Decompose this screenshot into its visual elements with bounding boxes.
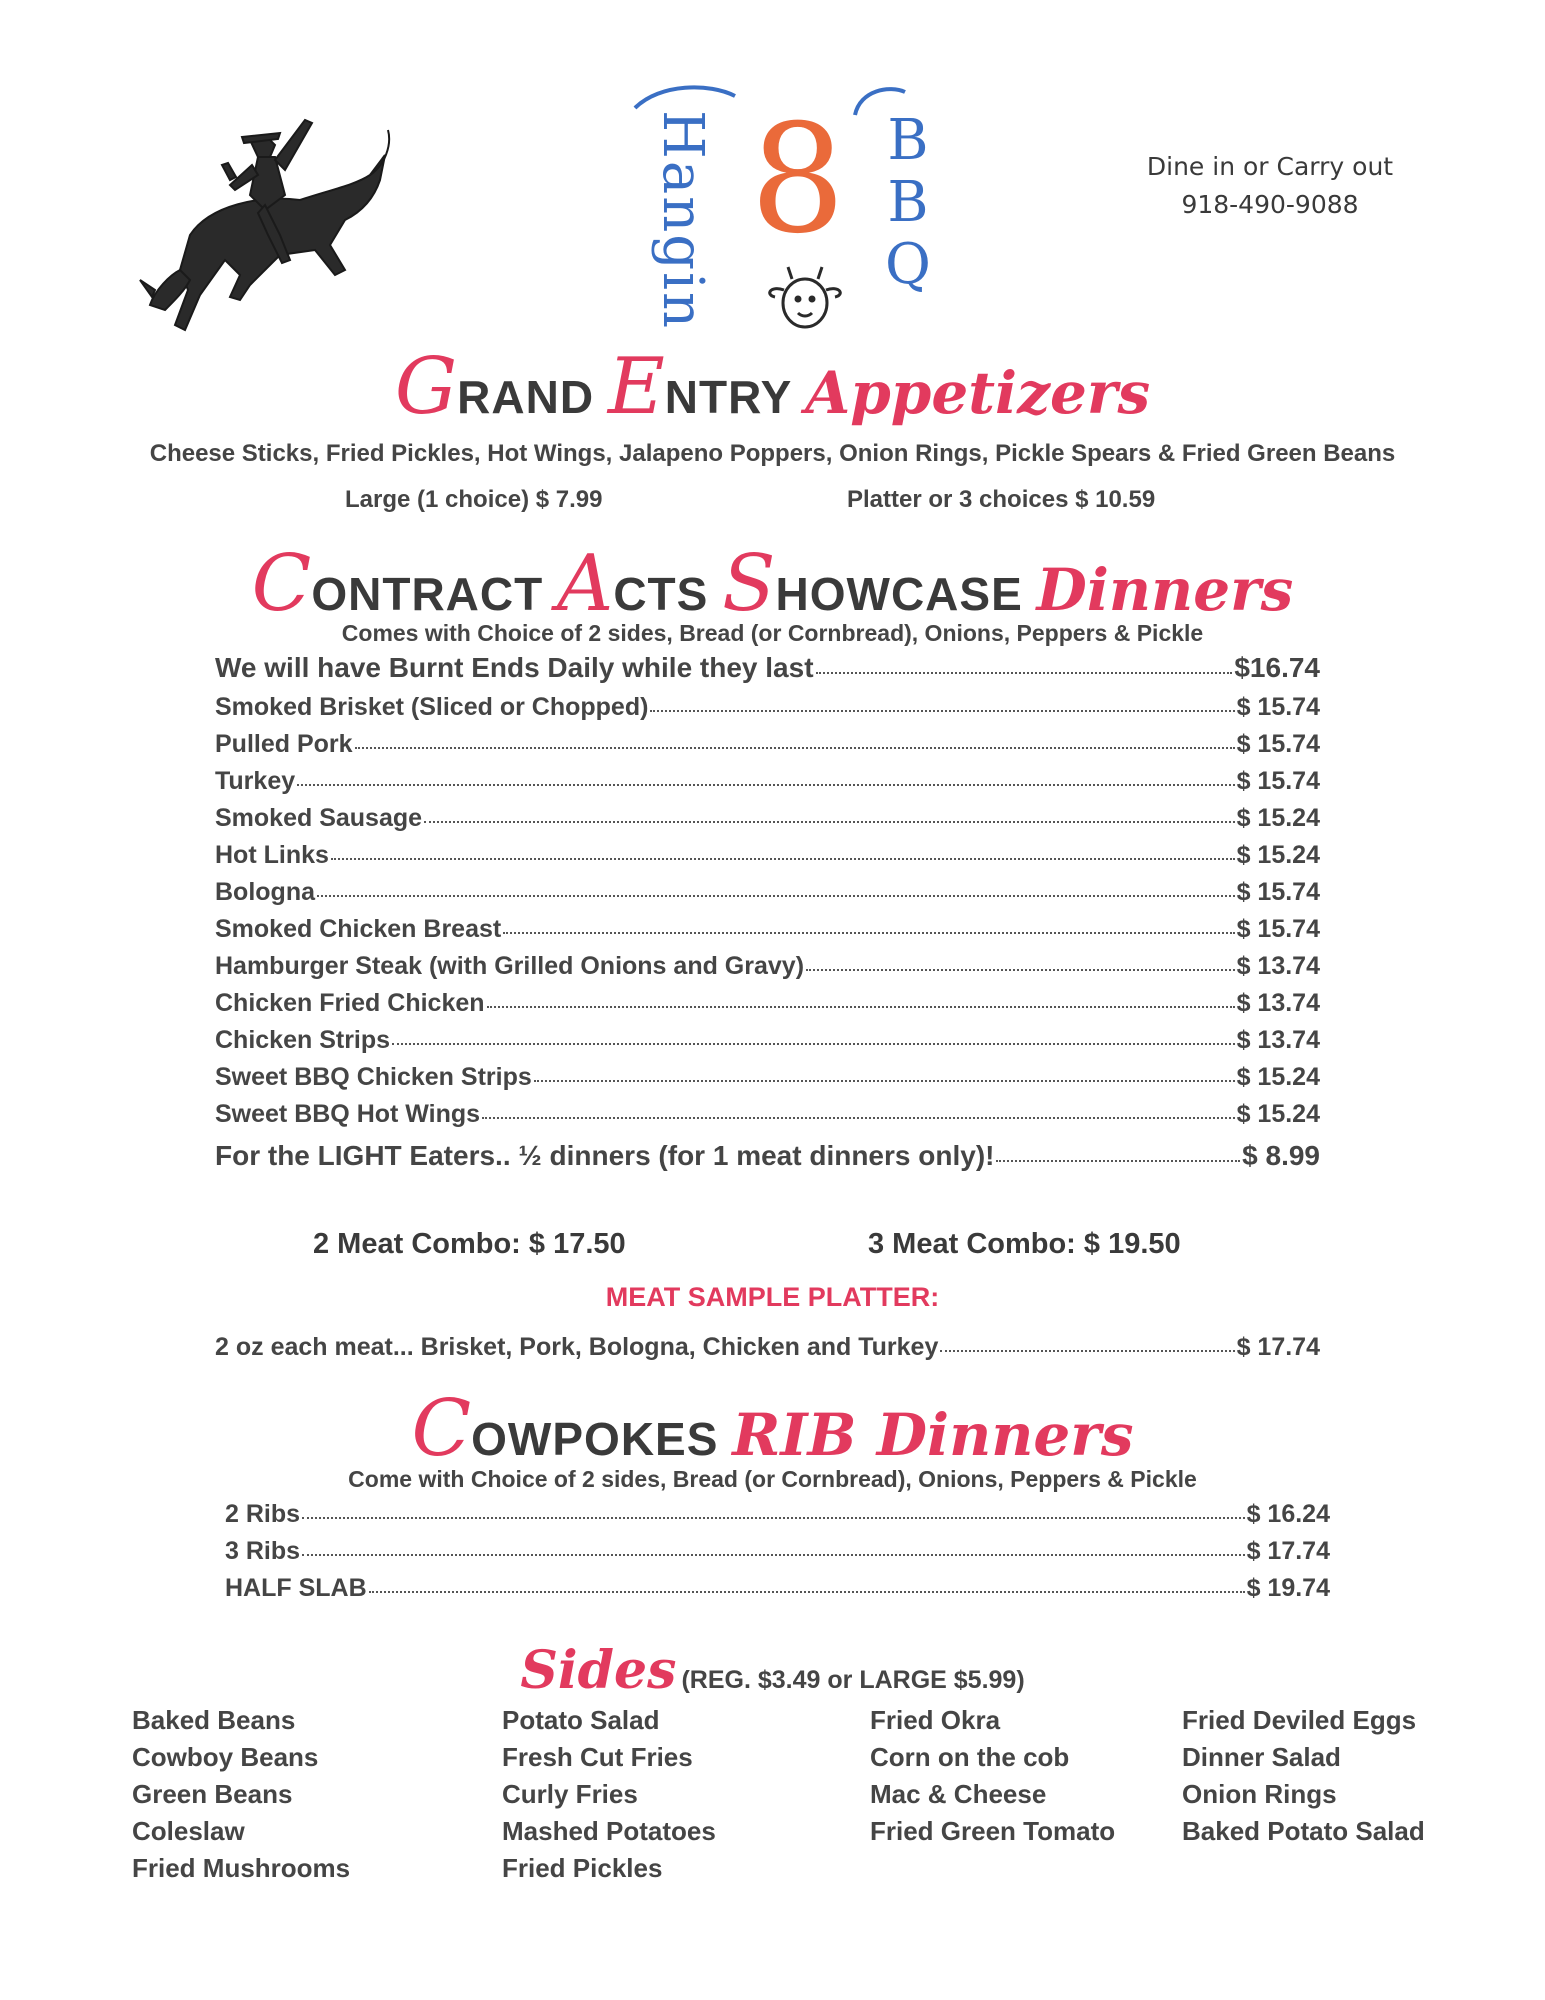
dot-leader — [424, 821, 1235, 823]
dot-leader — [297, 784, 1234, 786]
item-price: $ 15.74 — [1236, 767, 1320, 795]
logo — [620, 80, 950, 330]
menu-row — [215, 1063, 1320, 1092]
menu-row — [215, 1333, 1320, 1362]
side-item: Baked Potato Salad — [1182, 1816, 1425, 1846]
item-price: $ 17.74 — [1246, 1537, 1330, 1565]
menu-row — [215, 1026, 1320, 1055]
two-meat-combo: 2 Meat Combo: $ 17.50 — [313, 1228, 626, 1260]
phone-number: 918-490-9088 — [1181, 190, 1359, 219]
dot-leader — [302, 1517, 1245, 1519]
item-price: $ 8.99 — [1242, 1140, 1320, 1171]
title-initial: A — [556, 539, 614, 629]
item-name: Hot Links — [215, 841, 329, 869]
item-name: Smoked Chicken Breast — [215, 915, 502, 943]
appetizer-platter-price: Platter or 3 choices $ 10.59 — [847, 486, 1156, 513]
dot-leader — [482, 1117, 1235, 1119]
dot-leader — [392, 1043, 1235, 1045]
item-name: Chicken Strips — [215, 1026, 391, 1054]
menu-row — [225, 1537, 1330, 1566]
item-name: 3 Ribs — [225, 1537, 301, 1565]
menu-row — [215, 1100, 1320, 1129]
side-item: Fried Pickles — [502, 1853, 663, 1883]
side-item: Potato Salad — [502, 1705, 660, 1735]
three-meat-combo: 3 Meat Combo: $ 19.50 — [868, 1228, 1181, 1260]
side-item: Fried Mushrooms — [132, 1853, 351, 1883]
item-name: Smoked Brisket (Sliced or Chopped) — [215, 693, 649, 721]
dot-leader — [816, 672, 1233, 674]
item-name: HALF SLAB — [225, 1574, 367, 1602]
menu-row — [215, 1140, 1320, 1172]
menu-row — [215, 989, 1320, 1018]
item-price: $ 15.74 — [1236, 693, 1320, 721]
title-caps: HOWCASE — [775, 568, 1037, 620]
title-initial: G — [394, 342, 458, 432]
item-name: Hamburger Steak (with Grilled Onions and Gravy) — [215, 952, 805, 980]
item-price: $ 15.74 — [1236, 730, 1320, 758]
item-name: Chicken Fried Chicken — [215, 989, 485, 1017]
dot-leader — [331, 858, 1235, 860]
item-name: Turkey — [215, 767, 296, 795]
logo-bbq — [878, 110, 938, 296]
logo-eight: 8 — [750, 93, 846, 267]
side-item: Fried Okra — [870, 1705, 1001, 1735]
dot-leader — [503, 932, 1234, 934]
menu-row — [215, 767, 1320, 796]
title-script: Dinners — [1036, 556, 1294, 624]
side-item: Onion Rings — [1182, 1779, 1337, 1809]
title-script: RIB Dinners — [732, 1401, 1134, 1469]
side-item: Fresh Cut Fries — [502, 1742, 693, 1772]
menu-row — [215, 915, 1320, 944]
menu-row — [225, 1574, 1330, 1603]
menu-row — [215, 841, 1320, 870]
item-name: 2 Ribs — [225, 1500, 301, 1528]
dot-leader — [302, 1554, 1245, 1556]
item-price: $ 16.24 — [1246, 1500, 1330, 1528]
dine-in-text: Dine in or Carry out — [1146, 152, 1394, 181]
title-initial: S — [722, 539, 776, 629]
item-price: $ 15.74 — [1236, 878, 1320, 906]
dot-leader — [534, 1080, 1235, 1082]
title-script: Appetizers — [805, 359, 1151, 427]
title-caps: OWPOKES — [471, 1413, 733, 1465]
appetizers-title — [0, 342, 1545, 432]
item-price: $16.74 — [1234, 652, 1320, 683]
logo-bbq-letter: Q — [885, 232, 931, 297]
dinners-subtitle: Comes with Choice of 2 sides, Bread (or Cornbread), Onions, Peppers & Pickle — [341, 620, 1204, 646]
side-item: Corn on the cob — [870, 1742, 1070, 1772]
title-initial: C — [411, 1384, 472, 1474]
title-initial: C — [251, 539, 312, 629]
item-price: $ 19.74 — [1246, 1574, 1330, 1602]
dot-leader — [650, 710, 1234, 712]
side-item: Dinner Salad — [1182, 1742, 1341, 1772]
menu-row — [215, 693, 1320, 722]
side-item: Curly Fries — [502, 1779, 638, 1809]
appetizer-large-price: Large (1 choice) $ 7.99 — [345, 486, 603, 513]
menu-row — [215, 952, 1320, 981]
dot-leader — [806, 969, 1235, 971]
dot-leader — [487, 1006, 1235, 1008]
dot-leader — [317, 895, 1235, 897]
menu-row — [215, 730, 1320, 759]
item-name: Smoked Sausage — [215, 804, 423, 832]
menu-row — [215, 878, 1320, 907]
dot-leader — [355, 747, 1235, 749]
cow-head-icon — [760, 255, 850, 335]
item-price: $ 15.24 — [1236, 1100, 1320, 1128]
menu-row — [225, 1500, 1330, 1529]
item-name: 2 oz each meat... Brisket, Pork, Bologna, Chicken and Turkey — [215, 1333, 939, 1361]
item-price: $ 13.74 — [1236, 1026, 1320, 1054]
side-item: Fried Deviled Eggs — [1182, 1705, 1417, 1735]
logo-bbq-letter: B — [887, 108, 929, 173]
dinners-title — [0, 539, 1545, 629]
meat-sample-title: MEAT SAMPLE PLATTER: — [605, 1282, 940, 1312]
sides-column — [870, 1702, 1115, 1850]
title-caps: ONTRACT — [311, 568, 557, 620]
sides-pricing: (REG. $3.49 or LARGE $5.99) — [681, 1666, 1025, 1694]
item-price: $ 15.74 — [1236, 915, 1320, 943]
item-price: $ 15.24 — [1236, 804, 1320, 832]
title-caps: RAND — [457, 371, 608, 423]
side-item: Green Beans — [132, 1779, 293, 1809]
side-item: Coleslaw — [132, 1816, 245, 1846]
sides-title — [0, 1640, 1545, 1701]
side-item: Cowboy Beans — [132, 1742, 319, 1772]
side-item: Mashed Potatoes — [502, 1816, 716, 1846]
ribs-title — [0, 1384, 1545, 1474]
menu-row — [215, 652, 1320, 684]
item-name: Sweet BBQ Hot Wings — [215, 1100, 481, 1128]
item-price: $ 15.24 — [1236, 1063, 1320, 1091]
item-name: Bologna — [215, 878, 315, 906]
side-item: Fried Green Tomato — [870, 1816, 1116, 1846]
item-price: $ 13.74 — [1236, 989, 1320, 1017]
item-price: $ 15.24 — [1236, 841, 1320, 869]
item-name: For the LIGHT Eaters.. ½ dinners (for 1 meat dinners only)! — [215, 1140, 995, 1171]
logo-hangin: Hangin — [650, 110, 715, 331]
dot-leader — [369, 1591, 1245, 1593]
item-name: We will have Burnt Ends Daily while they last — [215, 652, 814, 683]
item-price: $ 13.74 — [1236, 952, 1320, 980]
title-caps: CTS — [613, 568, 723, 620]
sides-column — [132, 1702, 350, 1887]
title-initial: E — [607, 342, 665, 432]
contact-info — [1120, 148, 1420, 224]
title-script: Sides — [520, 1640, 677, 1701]
dot-leader — [996, 1160, 1240, 1162]
side-item: Mac & Cheese — [870, 1779, 1047, 1809]
sides-column — [1182, 1702, 1425, 1850]
sides-column — [502, 1702, 716, 1887]
title-caps: NTRY — [664, 371, 806, 423]
ribs-subtitle: Come with Choice of 2 sides, Bread (or Cornbread), Onions, Peppers & Pickle — [348, 1466, 1197, 1492]
menu-row — [215, 804, 1320, 833]
item-name: Pulled Pork — [215, 730, 353, 758]
logo-bbq-letter: B — [887, 170, 929, 235]
side-item: Baked Beans — [132, 1705, 296, 1735]
dot-leader — [940, 1350, 1234, 1352]
bull-rider-icon — [130, 85, 400, 335]
item-price: $ 17.74 — [1236, 1333, 1320, 1361]
item-name: Sweet BBQ Chicken Strips — [215, 1063, 532, 1091]
appetizer-items: Cheese Sticks, Fried Pickles, Hot Wings, Jalapeno Poppers, Onion Rings, Pickle Spears & Fried Green Beans — [149, 440, 1396, 467]
